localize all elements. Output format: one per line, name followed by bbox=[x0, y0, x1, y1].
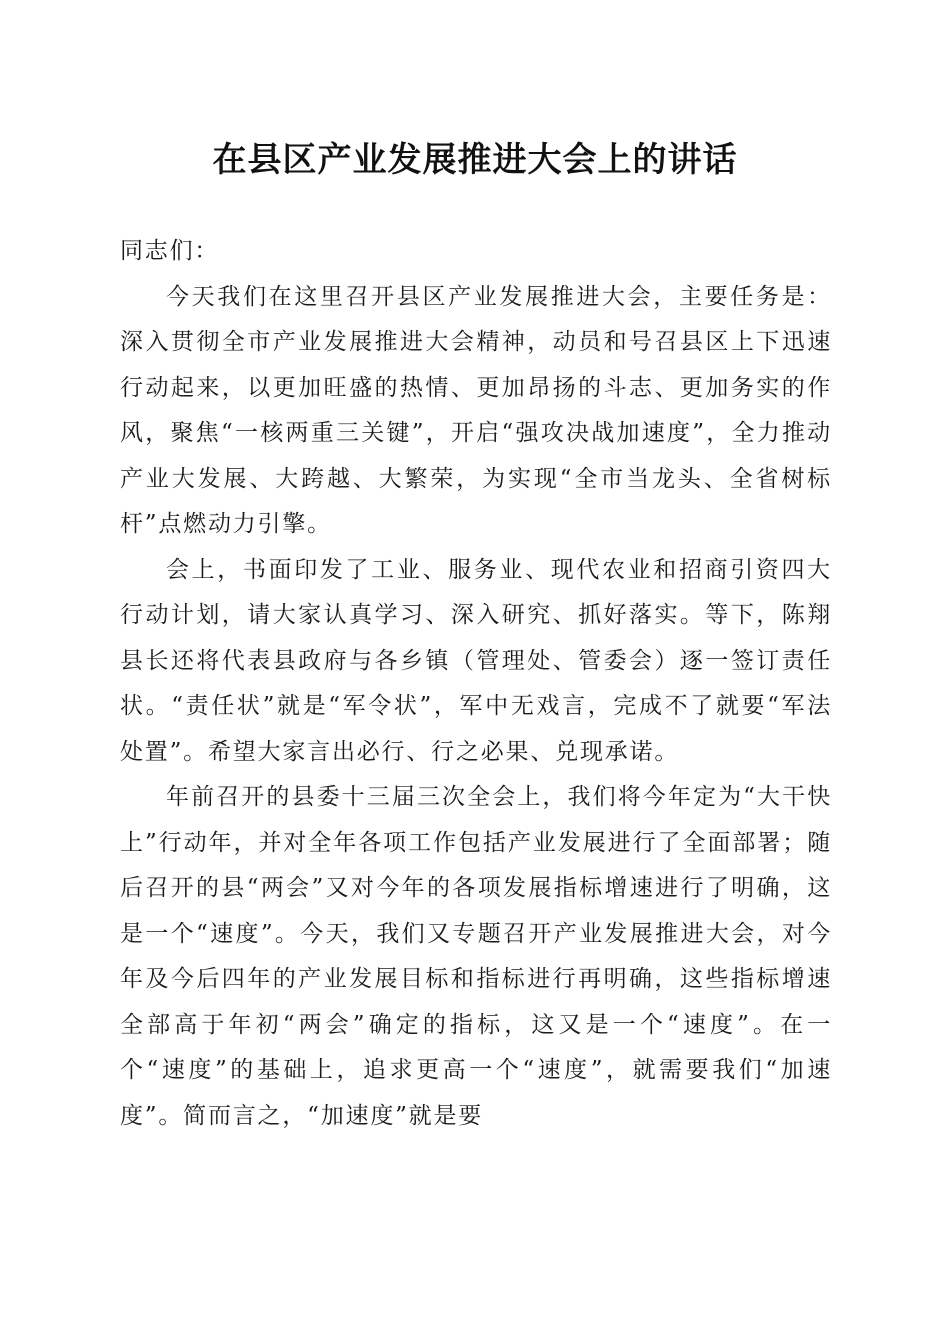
document-title: 在县区产业发展推进大会上的讲话 bbox=[212, 140, 738, 180]
paragraph: 今天我们在这里召开县区产业发展推进大会，主要任务是：深入贯彻全市产业发展推进大会精神，动员和号召县区上下迅速行动起来，以更加旺盛的热情、更加昂扬的斗志、更加务实的作风，聚焦“一核两重三关键”，开启“强攻决战加速度”，全力推动产业大发展、大跨越、大繁荣，为实现“全市当龙头、全省树标杆”点燃动力引擎。 bbox=[120, 283, 832, 537]
salutation: 同志们： bbox=[120, 238, 220, 264]
paragraph: 年前召开的县委十三届三次全会上，我们将今年定为“大干快上”行动年，并对全年各项工作包括产业发展进行了全面部署；随后召开的县“两会”又对今年的各项发展指标增速进行了明确，这是一个“速度”。今天，我们又专题召开产业发展推进大会，对今年及今后四年的产业发展目标和指标进行再明确，这些指标增速全部高于年初“两会”确定的指标，这又是一个“速度”。在一个“速度”的基础上，追求更高一个“速度”，就需要我们“加速度”。简而言之，“加速度”就是要 bbox=[120, 784, 832, 1129]
paragraph: 会上，书面印发了工业、服务业、现代农业和招商引资四大行动计划，请大家认真学习、深入研究、抓好落实。等下，陈翔县长还将代表县政府与各乡镇（管理处、管委会）逐一签订责任状。“责任状”就是“军令状”，军中无戏言，完成不了就要“军法处置”。希望大家言出必行、行之必果、兑现承诺。 bbox=[120, 556, 832, 765]
document-body bbox=[120, 229, 832, 1139]
